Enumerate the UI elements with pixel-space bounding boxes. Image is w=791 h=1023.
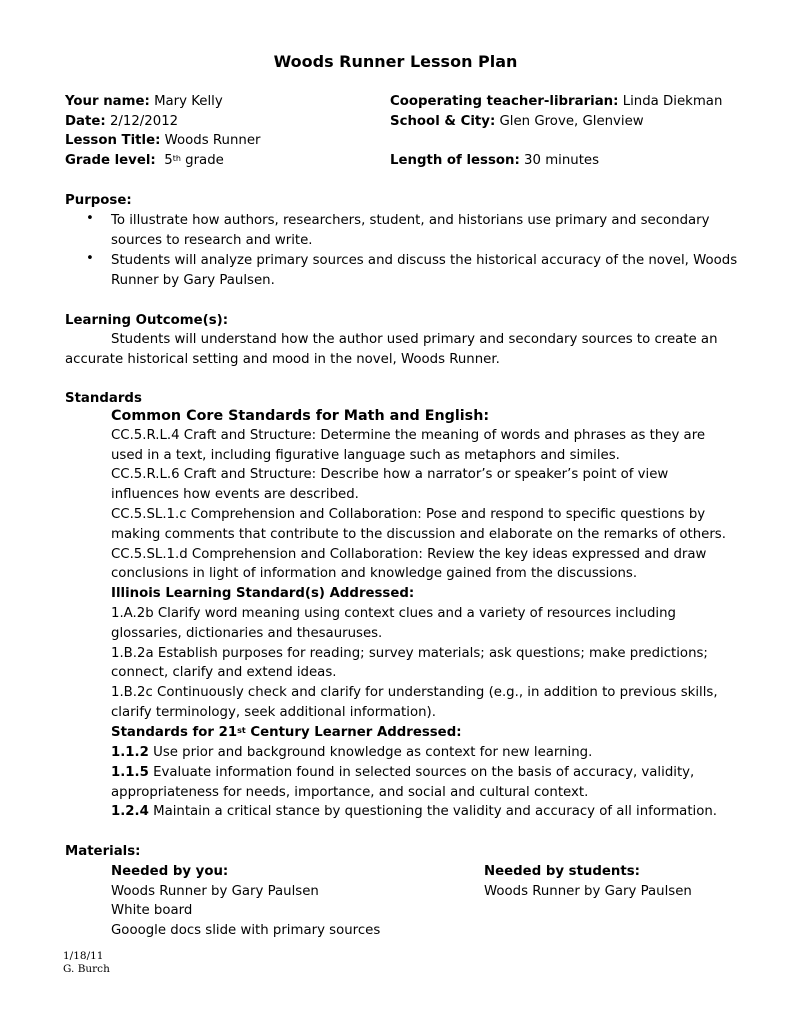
ccs-line: CC.5.SL.1.c Comprehension and Collaboration: Pose and respond to specific questions by <box>111 507 706 522</box>
lesson-title-label: Lesson Title: <box>65 133 161 148</box>
date-label: Date: <box>65 114 106 129</box>
ccs-line: used in a text, including figurative language such as metaphors and similes. <box>111 448 620 463</box>
name-value: Mary Kelly <box>154 94 223 109</box>
c21-standard-1-text: Use prior and background knowledge as context for new learning. <box>153 745 593 760</box>
purpose-bullet-2-line-2: Runner by Gary Paulsen. <box>111 273 275 288</box>
ccs-line: making comments that contribute to the discussion and elaborate on the remarks of others. <box>111 527 726 542</box>
c21-standard-2-text: Evaluate information found in selected sources on the basis of accuracy, validity, <box>153 765 695 780</box>
purpose-heading-text: Purpose: <box>65 193 132 208</box>
illinois-line: clarify terminology, seek additional information). <box>111 705 436 720</box>
c21-standard-2-code: 1.1.5 <box>111 765 149 780</box>
c21-standard-1 <box>111 743 592 763</box>
length-label: Length of lesson: <box>390 153 520 168</box>
lesson-title-line <box>65 131 260 151</box>
c21-standard-2 <box>111 763 694 783</box>
bullet-icon: • <box>86 251 94 266</box>
purpose-bullet-2-line-1: Students will analyze primary sources and discuss the historical accuracy of the novel, Woods <box>111 253 738 268</box>
school-line <box>390 112 644 132</box>
student-material-item: Woods Runner by Gary Paulsen <box>484 884 692 899</box>
illinois-line: 1.B.2a Establish purposes for reading; survey materials; ask questions; make predictions; <box>111 646 708 661</box>
length-value: 30 minutes <box>524 153 600 168</box>
materials-heading <box>65 842 140 862</box>
c21-standard-2-cont: appropriateness for needs, importance, and social and cultural context. <box>111 785 589 800</box>
lesson-title-value: Woods Runner <box>164 133 261 148</box>
ccs-line: CC.5.R.L.4 Craft and Structure: Determine the meaning of words and phrases as they are <box>111 428 706 443</box>
c21-standard-1-code: 1.1.2 <box>111 745 149 760</box>
illinois-heading-text: Illinois Learning Standard(s) Addressed: <box>111 586 415 601</box>
grade-label: Grade level: <box>65 153 156 168</box>
footer-date: 1/18/11 <box>63 950 104 962</box>
c21-standard-3-code: 1.2.4 <box>111 804 149 819</box>
illinois-line: connect, clarify and extend ideas. <box>111 665 337 680</box>
grade-number: 5 <box>164 153 173 168</box>
outcome-line-2: accurate historical setting and mood in the novel, Woods Runner. <box>65 352 500 367</box>
needed-by-students-heading-text: Needed by students: <box>484 864 640 879</box>
footer-author: G. Burch <box>63 963 110 975</box>
c21-standard-3 <box>111 802 717 822</box>
outcome-line-1: Students will understand how the author used primary and secondary sources to create an <box>111 332 718 347</box>
outcome-heading-text: Learning Outcome(s): <box>65 313 229 328</box>
c21-standard-3-text: Maintain a critical stance by questioning the validity and accuracy of all information. <box>153 804 718 819</box>
purpose-bullet-1-line-2: sources to research and write. <box>111 233 313 248</box>
bullet-icon: • <box>86 211 94 226</box>
school-value: Glen Grove, Glenview <box>499 114 644 129</box>
grade-suffix: grade <box>185 153 224 168</box>
materials-heading-text: Materials: <box>65 844 141 859</box>
common-core-heading: Common Core Standards for Math and English: <box>111 408 490 424</box>
material-item: White board <box>111 903 193 918</box>
outcome-heading <box>65 311 228 331</box>
grade-line <box>65 151 224 171</box>
length-line <box>390 151 599 171</box>
purpose-bullet-1-line-1: To illustrate how authors, researchers, student, and historians use primary and secondary <box>111 213 710 228</box>
coop-value: Linda Diekman <box>622 94 723 109</box>
name-line <box>65 92 223 112</box>
ccs-line: conclusions in light of information and knowledge gained from the discussions. <box>111 566 638 581</box>
material-item: Gooogle docs slide with primary sources <box>111 923 381 938</box>
illinois-heading <box>111 584 414 604</box>
illinois-line: 1.B.2c Continuously check and clarify for understanding (e.g., in addition to previous skills, <box>111 685 718 700</box>
ccs-line: CC.5.R.L.6 Craft and Structure: Describe how a narrator’s or speaker’s point of view <box>111 467 669 482</box>
c21-heading-sup: st <box>237 726 246 735</box>
coop-label: Cooperating teacher-librarian: <box>390 94 619 109</box>
c21-heading <box>111 723 462 743</box>
date-line <box>65 112 178 132</box>
school-label: School & City: <box>390 114 496 129</box>
needed-by-you-heading-text: Needed by you: <box>111 864 229 879</box>
material-item: Woods Runner by Gary Paulsen <box>111 884 319 899</box>
grade-ordinal: th <box>172 154 181 163</box>
c21-heading-pre: Standards for 21 <box>111 725 238 740</box>
page-title: Woods Runner Lesson Plan <box>273 52 518 71</box>
standards-heading-text: Standards <box>65 391 142 406</box>
ccs-line: CC.5.SL.1.d Comprehension and Collaboration: Review the key ideas expressed and draw <box>111 547 707 562</box>
coop-line <box>390 92 722 112</box>
needed-by-students-heading <box>484 862 640 882</box>
ccs-line: influences how events are described. <box>111 487 359 502</box>
date-value: 2/12/2012 <box>109 114 179 129</box>
illinois-line: 1.A.2b Clarify word meaning using context clues and a variety of resources including <box>111 606 676 621</box>
c21-heading-post: Century Learner Addressed: <box>250 725 462 740</box>
purpose-heading <box>65 191 132 211</box>
illinois-line: glossaries, dictionaries and thesauruses. <box>111 626 383 641</box>
needed-by-you-heading <box>111 862 228 882</box>
name-label: Your name: <box>65 94 150 109</box>
